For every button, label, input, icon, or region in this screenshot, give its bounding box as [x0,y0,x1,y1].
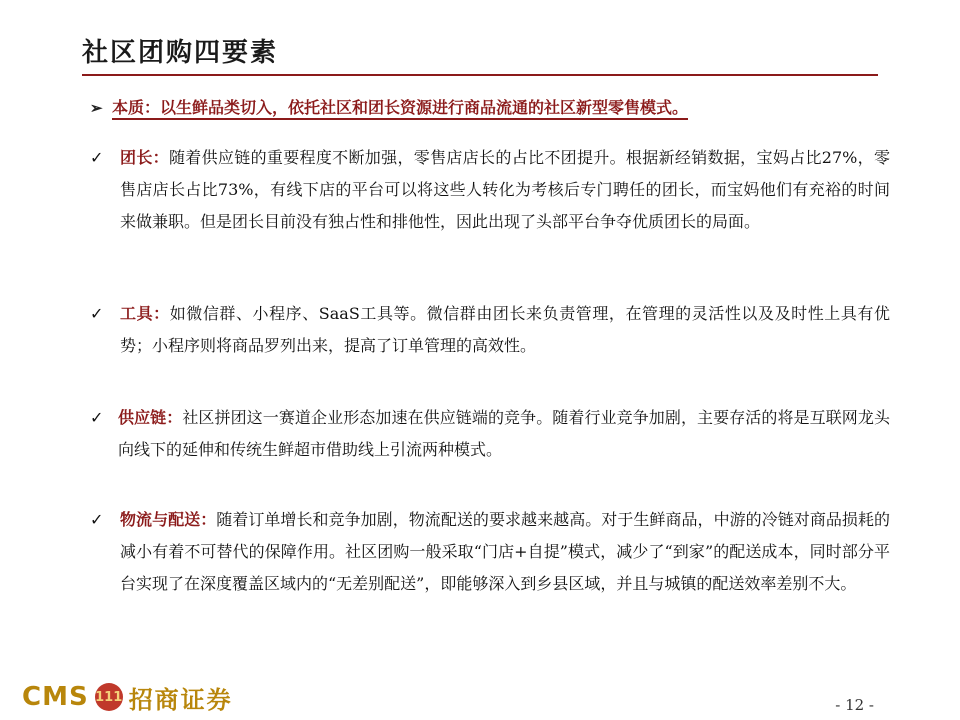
logo-emblem-icon: 111 [95,683,123,711]
point-label: 供应链： [118,408,183,427]
point-label: 物流与配送： [120,510,217,529]
page-number: - 12 - [835,696,874,714]
arrow-bullet-icon: ➢ [90,99,103,117]
page-title: 社区团购四要素 [82,38,279,68]
checkmark-icon: ✓ [90,510,104,529]
point-tools [90,298,890,362]
point-label: 工具： [120,304,170,323]
point-supply-chain [90,402,890,466]
checkmark-icon: ✓ [90,304,104,323]
point-body [118,402,890,466]
point-text: 社区拼团这一赛道企业形态加速在供应链端的竞争。随着行业竞争加剧，主要存活的将是互联网龙头向线下的延伸和传统生鲜超市借助线上引流两种模式。 [118,408,890,459]
logo-company-name: 招商证券 [128,684,233,714]
title-divider [82,74,878,76]
point-leader [90,142,890,238]
point-logistics [90,504,890,600]
checkmark-icon: ✓ [90,408,104,427]
point-body [120,504,890,600]
checkmark-icon: ✓ [90,148,104,167]
point-text: 如微信群、小程序、SaaS工具等。微信群由团长来负责管理，在管理的灵活性以及及时性上具有优势；小程序则将商品罗列出来，提高了订单管理的高效性。 [120,304,890,355]
point-text: 随着订单增长和竞争加剧，物流配送的要求越来越高。对于生鲜商品，中游的冷链对商品损耗的减小有着不可替代的保障作用。社区团购一般采取“门店+自提”模式，减少了“到家”的配送成本，同时部分平台实现了在深度覆盖区域内的“无差别配送”，即能够深入到乡县区域，并且与城镇的配送效率差别不大。 [120,510,890,593]
point-body [120,298,890,362]
company-logo [22,680,233,714]
point-text: 随着供应链的重要程度不断加强，零售店店长的占比不团提升。根据新经销数据，宝妈占比27%，零售店店长占比73%，有线下店的平台可以将这些人转化为考核后专门聘任的团长，而宝妈他们有充裕的时间来做兼职。但是团长目前没有独占性和排他性，因此出现了头部平台争夺优质团长的局面。 [120,148,890,231]
summary-line [90,95,890,121]
point-label: 团长： [120,148,169,167]
summary-text: 本质：以生鲜品类切入，依托社区和团长资源进行商品流通的社区新型零售模式。 [112,98,688,120]
point-body [120,142,890,238]
logo-cms-text: CMS [22,682,89,712]
